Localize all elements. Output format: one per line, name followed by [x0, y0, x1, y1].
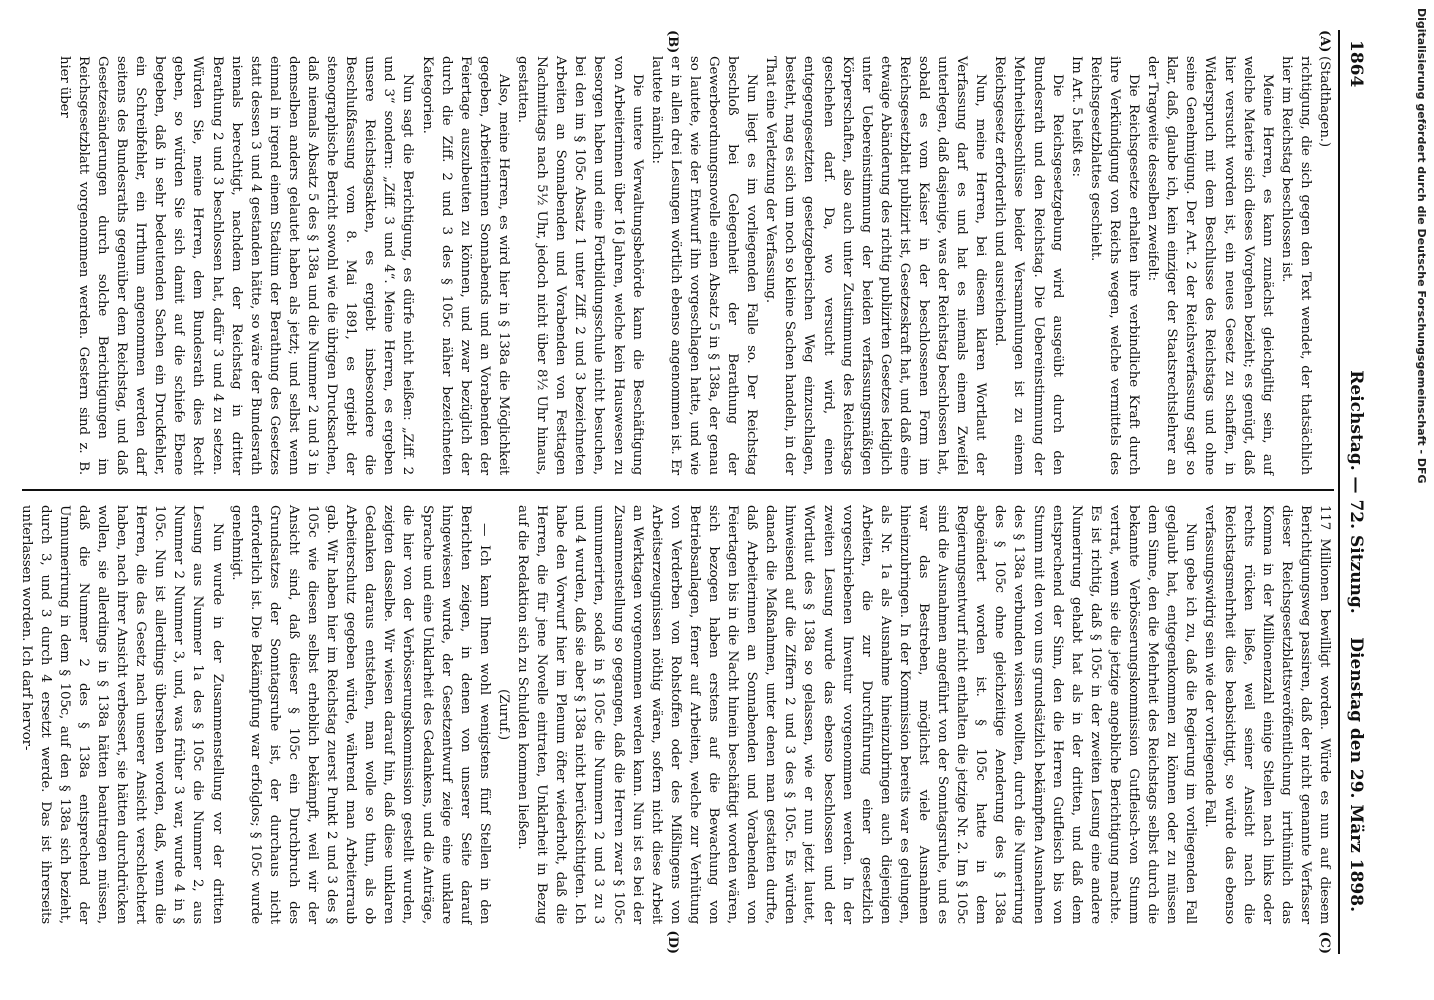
left-paragraph: Im Art. 5 heißt es:	[1068, 56, 1084, 177]
right-paragraph: — Ich kann Ihnen wohl wenigstens fünf Stellen in den Berichten zeigen, in denen von unserer Seite darauf hingewiesen wurde, der Gesetzentwurf zeige eine unklare Sprache und eine Unklarheit des Gedankens, und die Anträge, die hier von der Verbösserungskommission gestellt wurden, zeigten dasselbe. Wir wiesen darauf hin, daß diese unklaren Gedanken daraus entstehen, man wolle so thun, als ob Arbeiterschutz gegeben würde, während man Arbeiterraub gab. Wir haben hier im Reichstag zuerst Punkt 2 und 3 des § 105c wie diesen selbst erheblich bekämpft, weil wir der Ansicht sind, daß dieser § 105c ein Durchbruch des Grundsatzes der Sonntagsruhe ist, der durchaus nicht erforderlich ist. Die Bekämpfung war erfolglos; § 105c wurde genehmigt.	[228, 505, 492, 929]
left-paragraph: Nun, meine Herren, bei diesem klaren Wortlaut der Verfassung darf es und hat es niemals einem Zweifel unterlegen, daß dasjenige, was der Reichstag beschlossen hat, sobald es vom Kaiser in der beschlossenen Form im Reichsgesetzblatt publizirt ist, Gesetzeskraft hat, und daß eine etwaige Abänderung des richtig publizirten Gesetzes lediglich unter Uebereinstimmung der beiden verfassungsmäßigen Körperschaften, also auch unter Zustimmung des Reichstags geschehen darf. Da, wo versucht wird, einen entgegengesetzten gesetzgeberischen Weg einzuschlagen, besteht, mag es sich um noch so kleine Sachen handeln, in der That eine Verletzung der Verfassung.	[763, 56, 989, 480]
margin-mark-c: (C)	[1317, 931, 1332, 954]
left-quote: Die Reichsgesetzgebung wird ausgeübt durch den Bundesrath und den Reichstag. Die Uebereinstimmung der Mehrheitsbeschlüsse beider Versammlungen ist zu einem Reichsgesetz erforderlich und ausreichend.	[992, 56, 1065, 480]
right-paragraph: Nun wurde in der Zusammenstellung vor der dritten Lesung aus Nummer 1a des § 105c die Nummer 2, aus Nummer 2 Nummer 3, und, was früher 3 war, wurde 4 in § 105c. Nun ist allerdings übersehen worden, daß, wenn die Herren, die das Gesetz nach unserer Ansicht verschlechtert haben, nach ihrer Ansicht verbessert, sie hätten durchdrücken wollen, sie allerdings in § 138a hätten beantragen müssen, daß die Nummer 2 des § 138a entsprechend der Umnumerirung in dem § 105c, auf den § 138a sich bezieht, durch 3, und 3 durch 4 ersetzt werde. Das ist ihrerseits unterlassen worden. Ich darf hervor-	[18, 505, 225, 929]
left-column	[22, 30, 1334, 489]
header-rule	[1338, 30, 1340, 954]
left-quote: Die untere Verwaltungsbehörde kann die Beschäftigung von Arbeiterinnen über 16 Jahren, welche kein Hauswesen zu besorgen haben und eine Fortbildungsschule nicht besuchen, bei den im § 105c Absatz 1 unter Ziff. 2 und 3 bezeichneten Arbeiten an Sonnabenden und Vorabenden von Festtagen Nachmittags nach 5½ Uhr, jedoch nicht über 8½ Uhr hinaus, gestatten.	[515, 56, 645, 480]
left-paragraph: Meine Herren, es kann zunächst gleichgiltig sein, auf welche Materie sich dieses Vorgehen bezieht; es genügt, daß hier versucht worden ist, ein neues Gesetz zu schaffen, in Widerspruch mit dem Beschlusse des Reichstags und ohne seine Genehmigung. Der Art. 2 der Reichsverfassung sagt so klar, daß, glaube ich, kein einziger der Staatsrechtslehrer an der Tragweite desselben zweifelt:	[1145, 56, 1275, 480]
left-paragraph: Nun sagt die Berichtigung, es dürfe nicht heißen: „Ziff. 2 und 3“ sondern: „Ziff. 3 und 4“. Meine Herren, es ergeben unsere Reichstagsakten, es ergiebt insbesondere die Beschlußfassung vom 8. Mai 1891, es ergiebt der stenographische Bericht sowohl wie die übrigen Drucksachen, daß niemals Absatz 5 des § 138a und die Nummer 2 und 3 in demselben anders gelautet haben als jetzt; und selbst wenn einmal in irgend einem Stadium der Berathung des Gesetzes statt dessen 3 und 4 gestanden hätte, so wäre der Bundesrath niemals berechtigt, nachdem der Reichstag in dritter Berathung 2 und 3 beschlossen hat, dafür 3 und 4 zu setzen. Würden Sie, meine Herren, dem Bundesrath dies Recht geben, so würden Sie sich damit auf die schiefe Ebene begeben, daß in sehr bedeutenden Sachen ein Druckfehler, ein Schreibfehler, ein Irrthum angenommen werden darf seitens des Bundesraths gegenüber dem Reichstag, und daß Gesetzesänderungen durch solche Berichtigungen im Reichsgesetzblatt vorgenommen werden. Gestern sind z. B. hier über	[56, 56, 416, 480]
left-paragraph: (Stadthagen.) richtigung, die sich gegen den Text wendet, der thatsächlich hier im Reichstag beschlossen ist.	[1278, 56, 1332, 475]
running-title: Reichstag. — 72. Sitzung.	[1346, 370, 1366, 614]
left-paragraph: Also, meine Herren, es wird hier in § 138a die Möglichkeit gegeben, Arbeiterinnen Sonnabends und an Vorabenden der Feiertage auszubeuten zu können, und zwar bezüglich der durch die Ziff. 2 und 3 des § 105c näher bezeichneten Kategorien.	[419, 56, 511, 480]
margin-mark-a: (A)	[1317, 30, 1332, 53]
margin-mark-d: (D)	[665, 930, 680, 954]
left-quote: Die Reichsgesetze erhalten ihre verbindliche Kraft durch ihre Verkündigung von Reichs wegen, welche vermittels des Reichsgesetzblattes geschieht.	[1087, 56, 1142, 480]
digitization-credit	[1410, 8, 1432, 698]
page-number: 1864	[1346, 40, 1366, 88]
credit-text: Digitalisierung gefördert durch die Deutsche Forschungsgemeinschaft - DFG	[1415, 8, 1428, 484]
right-paragraph: 117 Millionen bewilligt worden. Würde es nun auf diesem Berichtigungsweg passiren, daß der nicht genannte Verfasser dieser Reichsgesetzblattsveröffentlichung irrthümlich das Komma in der Millionenzahl einige Stellen nach links oder rechts rücken ließe, weil seiner Ansicht nach die Reichstagsmehrheit dies beabsichtigt, so würde das ebenso verfassungswidrig sein wie der vorliegende Fall.	[1202, 505, 1332, 929]
right-column	[18, 491, 1334, 954]
page-header	[1342, 30, 1368, 954]
margin-mark-b: (B)	[665, 30, 680, 54]
left-paragraph: Nun liegt es im vorliegenden Falle so. Der Reichstag beschloß bei Gelegenheit der Berathung der Gewerbeordnungsnovelle einen Absatz 5 in § 138a, der genau so lautete, wie der Entwurf ihn vorgeschlagen hatte, und wie er in allen drei Lesungen wörtlich ebenso angenommen ist. Er lautete nämlich:	[648, 56, 760, 480]
interjection: (Zuruf.)	[495, 689, 511, 740]
right-paragraph: Nun gebe ich zu, daß die Regierung im vorliegenden Fall geglaubt hat, entgegenkommen zu können oder zu müssen dem Sinne, den die Mehrheit des Reichstags selbst durch die bekannte Verbösserungskommission Gutfleisch-von Stumm vertrat, wenn sie die jetzige angebliche Berichtigung machte. Es ist richtig, daß § 105c in der zweiten Lesung eine andere Numerirung gehabt hat als in der dritten, und daß dem entsprechend der Sinn, den die Herren Gutfleisch bis von Stumm mit den von uns grundsätzlich bekämpften Ausnahmen des § 138a verbunden wissen wollten, durch die Numerirung des § 105c ohne gleichzeitige Aenderung des § 138a abgeändert worden ist. § 105c hatte in dem Regierungsentwurf nicht enthalten die jetzige Nr. 2. Im § 105c sind die Ausnahmen angeführt von der Sonntagsruhe, und es war das Bestreben, möglichst viele Ausnahmen hineinzubringen. In der Kommission bereits war es gelungen, als Nr. 1a als Ausnahme hineinzubringen auch diejenigen Arbeiten, die zur Durchführung einer gesetzlich vorgeschriebenen Inventur vorgenommen werden. In der zweiten Lesung wurde das ebenso beschlossen und der Wortlaut des § 138a so gelassen, wie er nun jetzt lautet, hinweisend auf die Ziffern 2 und 3 des § 105c. Es würden danach die Maßnahmen, unter denen man gestatten durfte, daß Arbeiterinnen an Sonnabenden und Vorabenden von Feiertagen bis in die Nacht hinein beschäftigt worden wären, sich bezogen haben erstens auf die Bewachung von Betriebsanlagen, ferner auf Arbeiten, welche zur Verhütung von Verderben von Rohstoffen oder des Mißlingens von Arbeitserzeugnissen nöthig wären, sofern nicht diese Arbeit an Werktagen vorgenommen werden kann. Nun ist es bei der Zusammenstellung so gegangen, daß die Herren zwar § 105c umnumerirten, sodaß in § 105c die Nummern 2 und 3 zu 3 und 4 wurden, daß sie aber § 138a nicht berücksichtigten. Ich habe den Vorwurf hier im Plenum öfter wiederholt, daß die Herren, die für jene Novelle eintraten, Unklarheit in Bezug auf die Redaktion sich zu Schulden kommen ließen.	[515, 505, 1199, 929]
text-columns	[18, 30, 1334, 954]
running-date: Dienstag den 29. März 1898.	[1346, 637, 1366, 912]
